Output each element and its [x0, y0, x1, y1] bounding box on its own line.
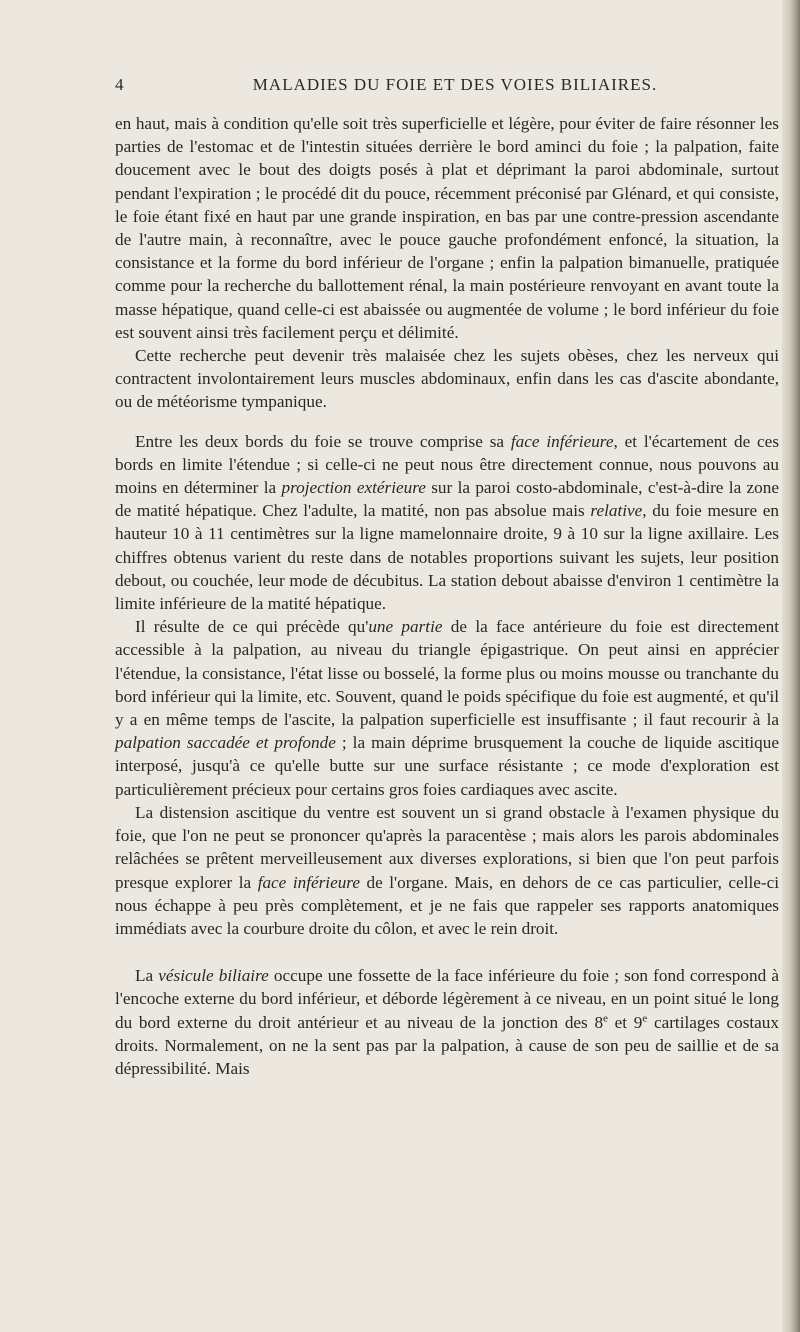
paragraph-4: Il résulte de ce qui précède qu'une partie de la face antérieure du foie est directement accessible à la palpation, au niveau du triangle épigastrique. On peut ainsi en apprécier l'étendue, la consistance, l'état lisse ou bosselé, la forme plus ou moins mousse ou tranchante du bord inférieur qui la limite, etc. Souvent, quand le poids spécifique du foie est augmenté, et qu'il y a en même temps de l'ascite, la palpation superficielle est insuffisante ; il faut recourir à la palpation saccadée et profonde ; la main déprime brusquement la couche de liquide ascitique interposé, jusqu'à ce qu'elle butte sur une surface résistante ; ce mode d'exploration est particulièrement précieux pour certains gros foies cardiaques avec ascite. [115, 617, 780, 799]
emphasis-relative: relative [590, 501, 643, 521]
emphasis-une-partie: une partie [368, 617, 443, 637]
emphasis-projection-exterieure: projection extérieure [281, 478, 426, 498]
paragraph-5: La distension ascitique du ventre est souvent un si grand obstacle à l'examen physique du foie, que l'on ne peut se prononcer qu'après la paracentèse ; mais alors les parois abdominales relâchées se prêtent merveilleusement aux diverses explorations, si bien que l'on peut parfois presque explorer la face inférieure de l'organe. Mais, en dehors de ce cas particulier, celle-ci nous échappe à peu près complètement, et je ne fais que rappeler ses rapports anatomiques immédiats avec la courbure droite du côlon, et avec le rein droit. [115, 802, 779, 938]
paragraph-1: en haut, mais à condition qu'elle soit très superficielle et légère, pour éviter de faire résonner les parties de l'estomac et de l'intestin situées derrière le bord aminci du foie ; la palpation, faite doucement avec le bout des doigts posés à plat et déprimant la paroi abdominale, surtout pendant l'expiration ; le procédé dit du pouce, récemment préconisé par Glénard, et qui consiste, le foie étant fixé en haut par une grande inspiration, en bas par une contre-pression ascendante de l'autre main, à reconnaître, avec le pouce gauche profondément enfoncé, la situation, la consistance et la forme du bord inférieur de l'organe ; enfin la palpation bimanuelle, pratiquée comme pour la recherche du ballottement rénal, la main postérieure renvoyant en avant toute la masse hépatique, quand celle-ci est abaissée ou augmentée de volume ; le bord inférieur du foie est souvent ainsi très facilement perçu et délimité. [115, 114, 779, 342]
emphasis-face-inferieure-2: face inférieure [257, 872, 360, 892]
paragraph-6: La vésicule biliaire occupe une fossette de la face inférieure du foie ; son fond correspond à l'encoche externe du bord inférieur, et déborde légèrement à ce niveau, en un point situé le long du bord externe du droit antérieur et au niveau de la jonction des 8e et 9e cartilages costaux droits. Normalement, on ne la sent pas par la palpation, à cause de son peu de saillie et de sa dépressibilité. Mais [115, 966, 779, 1078]
running-title: MALADIES DU FOIE ET DES VOIES BILIAIRES. [252, 75, 658, 94]
page-header [115, 75, 775, 99]
book-spine-shadow [782, 0, 800, 1332]
body-text [115, 112, 779, 1080]
paragraph-2: Cette recherche peut devenir très malaisée chez les sujets obèses, chez les nerveux qui contractent involontairement leurs muscles abdominaux, enfin dans les cas d'ascite abondante, ou de météorisme tympanique. [115, 346, 779, 412]
emphasis-face-inferieure: face inférieure [510, 431, 614, 451]
page-number: 4 [115, 75, 124, 94]
emphasis-palpation-saccadee: palpation saccadée et profonde [115, 733, 336, 753]
paragraph-3: Entre les deux bords du foie se trouve comprise sa face inférieure, et l'écartement de ces bords en limite l'étendue ; si celle-ci ne peut nous être directement connue, nous pouvons au moins en déterminer la projection extérieure sur la paroi costo-abdominale, c'est-à-dire la zone de matité hépatique. Chez l'adulte, la matité, non pas absolue mais relative, du foie mesure en hauteur 10 à 11 centimètres sur la ligne mamelonnaire droite, 9 à 10 sur la ligne axillaire. Les chiffres obtenus varient du reste dans de notables proportions suivant les sujets, leur position debout, ou couchée, leur mode de décubitus. La station debout abaisse d'environ 1 centimètre la limite inférieure de la matité hépatique. [115, 431, 780, 614]
emphasis-vesicule-biliaire: vésicule biliaire [158, 966, 269, 986]
